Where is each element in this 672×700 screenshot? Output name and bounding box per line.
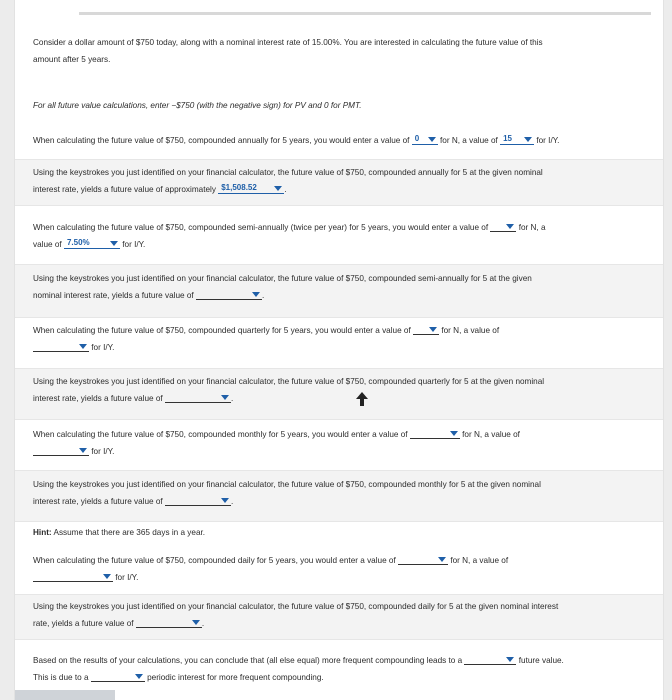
- chevron-down-icon: [506, 657, 514, 662]
- chevron-down-icon: [192, 620, 200, 625]
- monthly-fv-dropdown[interactable]: [165, 495, 231, 506]
- chevron-down-icon: [506, 224, 514, 229]
- semi-iy-dropdown[interactable]: 7.50%: [64, 238, 120, 249]
- quarterly-fv-dropdown[interactable]: [165, 392, 231, 403]
- monthly-n-dropdown[interactable]: [410, 428, 460, 439]
- annual-n-dropdown[interactable]: 0: [412, 134, 438, 145]
- semi-question: When calculating the future value of $750, compounded semi-annually (twice per year) for 5 years, you would enter a value of for N, a value of 7.50% for I/Y.: [33, 223, 546, 249]
- question-page: [14, 0, 664, 700]
- chevron-down-icon: [438, 557, 446, 562]
- quarterly-question: When calculating the future value of $750, compounded quarterly for 5 years, you would enter a value of for N, a value of for I/Y.: [33, 326, 500, 352]
- annual-iy-dropdown[interactable]: 15: [500, 134, 534, 145]
- quarterly-iy-dropdown[interactable]: [33, 341, 89, 352]
- annual-question: When calculating the future value of $750, compounded annually for 5 years, you would enter a value of 0 for N, a value of 15 for I/Y.: [33, 134, 560, 145]
- chevron-down-icon: [450, 431, 458, 436]
- chevron-down-icon: [110, 241, 118, 246]
- monthly-iy-dropdown[interactable]: [33, 445, 89, 456]
- chevron-down-icon: [135, 674, 143, 679]
- semi-n-dropdown[interactable]: [490, 221, 516, 232]
- quarterly-n-dropdown[interactable]: [413, 324, 439, 335]
- chevron-down-icon: [79, 448, 87, 453]
- chevron-down-icon: [79, 344, 87, 349]
- annual-result: Using the keystrokes you just identified on your financial calculator, the future value of $750, compounded annually for 5 at the given nominal interest rate, yields a future value of approximately $1,508.52 .: [33, 168, 543, 194]
- chevron-down-icon: [428, 137, 436, 142]
- instruction-text: For all future value calculations, enter −$750 (with the negative sign) for PV and 0 for PMT.: [33, 101, 362, 110]
- chevron-down-icon: [252, 292, 260, 297]
- daily-fv-dropdown[interactable]: [136, 617, 202, 628]
- monthly-result: Using the keystrokes you just identified on your financial calculator, the future value of $750, compounded monthly for 5 at the given nominal interest rate, yields a future value of .: [33, 480, 541, 506]
- chevron-down-icon: [274, 186, 282, 191]
- mouse-cursor-icon: [355, 391, 369, 407]
- conclusion: Based on the results of your calculations, you can conclude that (all else equal) more frequent compounding leads to a future value. This is due to a periodic interest for more frequent compounding.: [33, 656, 564, 682]
- hint: Hint: Assume that there are 365 days in a year.: [33, 528, 206, 537]
- chevron-down-icon: [429, 327, 437, 332]
- quarterly-result: Using the keystrokes you just identified on your financial calculator, the future value of $750, compounded quarterly for 5 at the given nominal interest rate, yields a future value of .: [33, 377, 545, 403]
- daily-result: Using the keystrokes you just identified on your financial calculator, the future value of $750, compounded daily for 5 at the given nominal interest rate, yields a future value of .: [33, 602, 559, 628]
- daily-question: When calculating the future value of $750, compounded daily for 5 years, you would enter a value of for N, a value of for I/Y.: [33, 556, 509, 582]
- conclusion-fv-dropdown[interactable]: [464, 654, 516, 665]
- conclusion-rate-dropdown[interactable]: [91, 671, 145, 682]
- bottom-tab: [15, 690, 115, 700]
- monthly-question: When calculating the future value of $750, compounded monthly for 5 years, you would enter a value of for N, a value of for I/Y.: [33, 430, 520, 456]
- chevron-down-icon: [221, 395, 229, 400]
- intro-text: Consider a dollar amount of $750 today, along with a nominal interest rate of 15.00%. You are interested in calculating the future value of this amount after 5 years.: [33, 38, 543, 64]
- semi-fv-dropdown[interactable]: [196, 289, 262, 300]
- chevron-down-icon: [221, 498, 229, 503]
- daily-iy-dropdown[interactable]: [33, 571, 113, 582]
- daily-n-dropdown[interactable]: [398, 554, 448, 565]
- annual-fv-dropdown[interactable]: $1,508.52: [218, 183, 284, 194]
- semi-result: Using the keystrokes you just identified on your financial calculator, the future value of $750, compounded semi-annually for 5 at the given nominal interest rate, yields a future value of .: [33, 274, 532, 300]
- chevron-down-icon: [524, 137, 532, 142]
- chevron-down-icon: [103, 574, 111, 579]
- divider: [79, 12, 651, 15]
